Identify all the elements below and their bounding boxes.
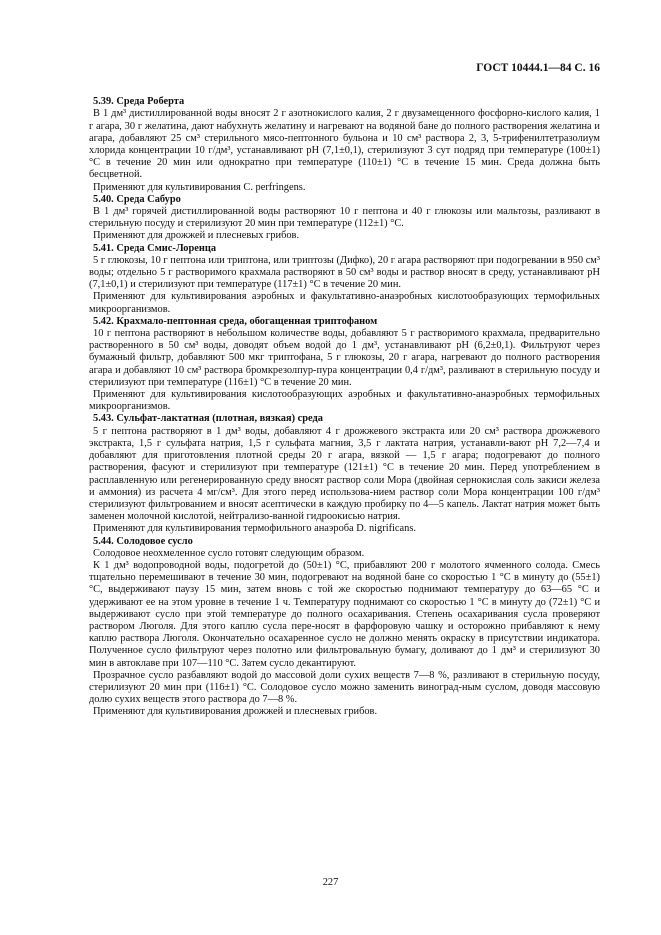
paragraph: 10 г пептона растворяют в небольшом количестве воды, добавляют 5 г растворимого крахмала, предварительно растворенного в 50 см³ воды, доводят объем водой до 1 дм³, устанавливают pH (6,2±0,1). Фильтруют через бумажный фильтр, добавляют 500 мкг триптофана, 5 г глюкозы, 20 г агара, нагревают до полного растворения агара и добавляют 10 см³ раствора бромкрезолпур-пура концентрации 0,4 г/дм³, разливают в стерильную посуду и стерилизуют при температуре (116±1) °С в течение 20 мин.: [89, 328, 600, 388]
section-title: 5.41. Среда Смис-Лоренца: [93, 242, 217, 254]
section-title: 5.39. Среда Роберта: [93, 96, 185, 108]
section-title: 5.43. Сульфат-лактатная (плотная, вязкая) среда: [93, 413, 323, 425]
paragraph: 5 г пептона растворяют в 1 дм³ воды, добавляют 4 г дрожжевого экстракта или 20 см³ раствора дрожжевого экстракта, 1,5 г сульфата натрия, 1,5 г сульфата магния, 3,5 г лактата натрия, устанавли-вают pH 7,2—7,4 и добавляют для приготовления плотной среды 20 г агара, вязкой — 1,5 г агара; подогревают до полного растворения, фасуют и стерилизуют при температуре (121±1) °С в течение 20 мин. Перед употреблением в расплавленную или регенерированную среду вносят раствор соли Мора (двойная сернокислая соль закиси железа и аммония) из расчета 4 мг/см³. Для этого перед использова-нием раствор соли Мора концентрации 100 г/дм³ стерилизуют фильтрованием и вносят асептически в каждую пробирку по 4—5 капель. Лактат натрия может быть заменен молочной кислотой, нейтрализо-ванной гидроокисью натрия.: [89, 425, 600, 523]
paragraph: Применяют для культивирования термофильного анаэроба D. nigrificans.: [93, 523, 416, 535]
section-title: 5.40. Среда Сабуро: [93, 193, 181, 205]
paragraph: В 1 дм³ дистиллированной воды вносят 2 г азотнокислого калия, 2 г двузамещенного фосфорно-кислого калия, 1 г агара, 30 г желатина, дают набухнуть желатину и нагревают на водяной бане до полного растворения желатина и агара, добавляют 25 см³ стерильного мясо-пептонного бульона и 10 см³ раствора 2, 3, 5-трифенилтетразолиум хлорида концентрации 10 г/дм³, устанавливают pH (7,1±0,1), стерилизуют 3 сут подряд при температуре (100±1) °С в течение 20 мин или однократно при температуре (110±1) °С в течение 15 мин. Среда должна быть бесцветной.: [89, 108, 600, 181]
paragraph: 5 г глюкозы, 10 г пептона или триптона, или триптозы (Дифко), 20 г агара растворяют при подогревании в 950 см³ воды; отдельно 5 г растворимого крахмала растворяют в 50 см³ воды и раствор вносят в среду, устанавливают pH (7,1±0,1) и стерилизуют при температуре (117±1) °С в течение 20 мин.: [89, 254, 600, 291]
document-body: [89, 96, 600, 718]
paragraph: Применяют для культивирования C. perfringens.: [93, 181, 306, 193]
paragraph: Солодовое неохмеленное сусло готовят следующим образом.: [93, 547, 365, 559]
page-number: 227: [322, 877, 339, 888]
paragraph: К 1 дм³ водопроводной воды, подогретой до (50±1) °С, прибавляют 200 г молотого ячменного солода. Смесь тщательно перемешивают в течение 30 мин, подогревают на водяной бане со скоростью 1 °С в минуту до (55±1) °С, выдерживают паузу 15 мин, затем вновь с той же скоростью поднимают температуру до 63—65 °С и удерживают ее на этом уровне в течение 1 ч. Температуру поднимают со скоростью 1 °С в минуту до (72±1) °С и выдерживают сусло при этой температуре до полного осахаривания. Степень осахаривания сусла проверяют раствором Люголя. Для этого каплю сусла пере-носят в фарфоровую чашку и осторожно прибавляют к нему каплю раствора Люголя. Окончательно осахаренное сусло не должно менять окраску в присутствии индикатора. Полученное сусло фильтруют через полотно или фильтровальную бумагу, доливают до 1 дм³ и стерилизуют 30 мин в автоклаве при 107—110 °С. Затем сусло декантируют.: [89, 559, 600, 669]
page-header: ГОСТ 10444.1—84 С. 16: [476, 62, 600, 74]
section-title: 5.44. Солодовое сусло: [93, 535, 193, 547]
section-title: 5.42. Крахмало-пептонная среда, обогащенная триптофаном: [93, 315, 378, 327]
paragraph: Применяют для культивирования аэробных и факультативно-анаэробных кислотообразующих термофильных микроорганизмов.: [89, 291, 600, 315]
paragraph: В 1 дм³ горячей дистиллированной воды растворяют 10 г пептона и 40 г глюкозы или мальтозы, разливают в стерильную посуду и стерилизуют 20 мин при температуре (112±1) °С.: [89, 206, 600, 230]
paragraph: Применяют для культивирования кислотообразующих аэробных и факультативно-анаэробных термофильных микроорганизмов.: [89, 389, 600, 413]
paragraph: Применяют для дрожжей и плесневых грибов.: [93, 230, 300, 242]
paragraph: Прозрачное сусло разбавляют водой до массовой доли сухих веществ 7—8 %, разливают в стерильную посуду, стерилизуют 20 мин при (116±1) °С. Солодовое сусло можно заменить виноград-ным суслом, доводя массовую долю сухих веществ этого раствора до 7—8 %.: [89, 669, 600, 706]
paragraph: Применяют для культивирования дрожжей и плесневых грибов.: [93, 706, 378, 718]
